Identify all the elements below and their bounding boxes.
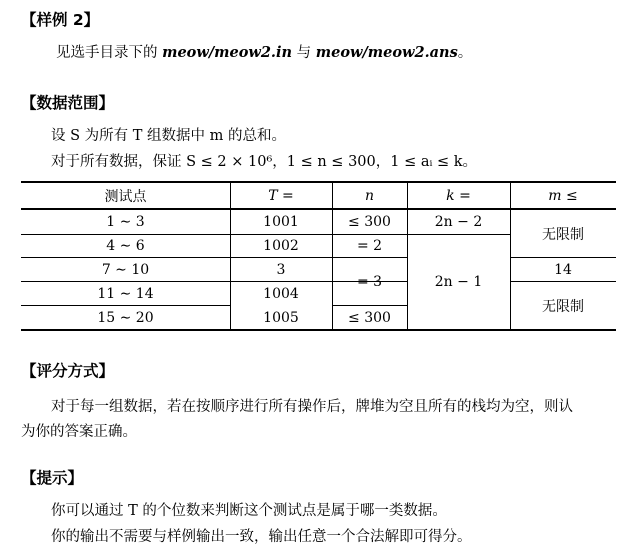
header-k: k = [446,187,471,204]
sample-description [56,41,472,62]
hints-heading: 【提示】 [21,469,84,487]
table-bottom-rule [21,329,616,331]
table-row-range: 1 ∼ 3 [106,214,145,230]
sample-line-prefix: 见选手目录下的 [56,45,163,61]
header-T: T = [268,187,294,204]
table-row-T: 3 [276,261,286,278]
sample-input-file: meow/meow2.in [162,44,293,61]
sample-answer-file: meow/meow2.ans [315,44,458,61]
table-cell-m: 无限制 [542,226,584,243]
table-row-range: 15 ∼ 20 [97,309,154,326]
table-cell-n: = 3 [356,273,383,290]
sample-heading: 【样例 2】 [21,11,100,29]
table-row-T: 1002 [263,238,299,254]
table-row-T: 1005 [263,309,299,326]
table-cell-n: ≤ 300 [348,214,391,230]
sample-line-suffix: 。 [457,45,473,61]
hints-line-1: 你可以通过 T 的个位数来判断这个测试点是属于哪一类数据。 [51,503,447,519]
table-row-T: 1001 [263,214,299,230]
table-row-range: 11 ∼ 14 [97,285,154,302]
table-cell-n: ≤ 300 [348,309,391,326]
sample-connector: 与 [292,45,316,61]
table-row-range: 7 ∼ 10 [101,261,150,278]
header-n: n [364,187,375,204]
scoring-line-2: 为你的答案正确。 [21,424,137,440]
table-cell-k: 2n − 2 [434,214,483,230]
constraints-line-2: 对于所有数据，保证 S ≤ 2 × 10⁶，1 ≤ n ≤ 300，1 ≤ aᵢ ≤ k。 [51,154,478,170]
hints-line-2: 你的输出不需要与样例输出一致，输出任意一个合法解即可得分。 [51,529,472,545]
table-cell-m: 14 [554,261,572,278]
table-cell-n: = 2 [356,238,383,254]
table-cell-m: 无限制 [542,298,584,315]
table-row-range: 4 ∼ 6 [106,238,145,254]
scoring-heading: 【评分方式】 [21,362,115,380]
header-m: m ≤ [548,187,578,204]
table-cell-k: 2n − 1 [434,274,483,290]
table-row-T: 1004 [263,285,299,302]
scoring-line-1: 对于每一组数据，若在按顺序进行所有操作后，牌堆为空且所有的栈均为空，则认 [51,399,573,415]
header-testpoint: 测试点 [104,188,147,205]
constraints-heading: 【数据范围】 [21,94,115,112]
constraints-line-1: 设 S 为所有 T 组数据中 m 的总和。 [51,128,287,144]
subtask-table [21,181,616,331]
